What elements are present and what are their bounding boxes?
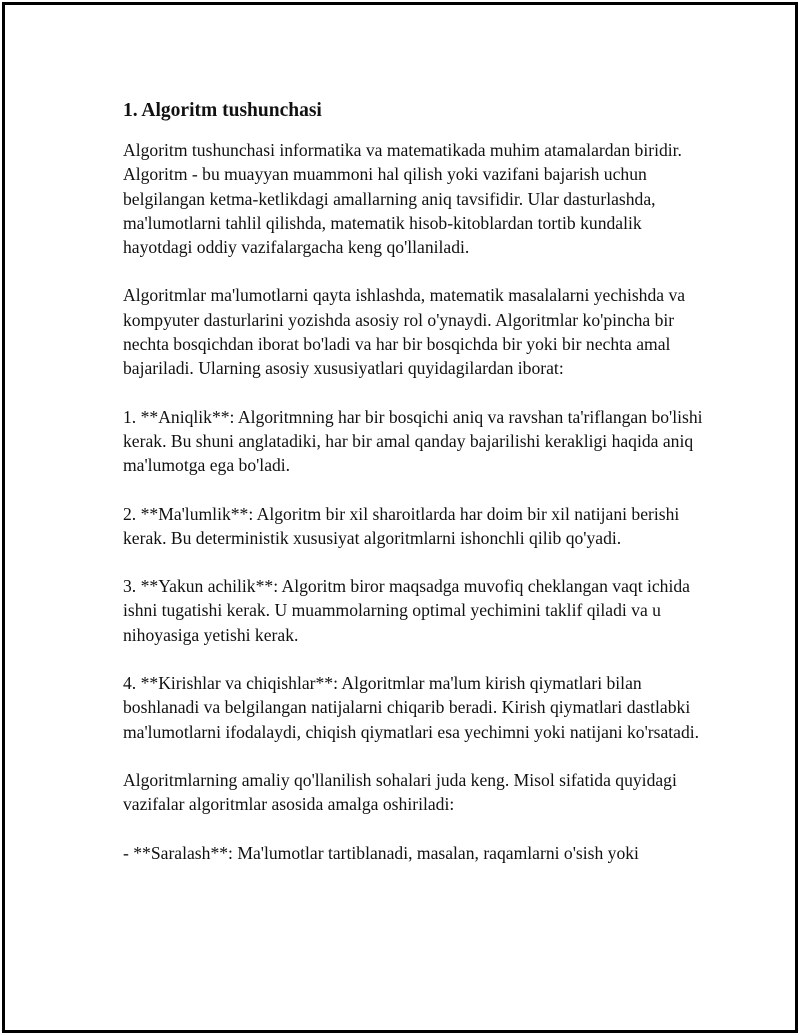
paragraph-property-yakun: 3. **Yakun achilik**: Algoritm biror maqsadga muvofiq cheklangan vaqt ichida ishni tugatishi kerak. U muammolarning optimal yechimini taklif qiladi va u nihoyasiga yetishi kerak.	[123, 576, 690, 645]
document-body	[123, 98, 703, 889]
paragraph-list-item-saralash: - **Saralash**: Ma'lumotlar tartiblanadi, masalan, raqamlarni o'sish yoki	[123, 842, 639, 863]
paragraph-applications: Algoritmlarning amaliy qo'llanilish sohalari juda keng. Misol sifatida quyidagi vazifalar algoritmlar asosida amalga oshiriladi:	[123, 769, 677, 815]
paragraph-property-aniqlik: 1. **Aniqlik**: Algoritmning har bir bosqichi aniq va ravshan ta'riflangan bo'lishi kerak. Bu shuni anglatadiki, har bir amal qanday bajarilishi kerakligi haqida aniq ma'lumotga ega bo'ladi.	[123, 406, 703, 476]
section-heading: 1. Algoritm tushunchasi	[123, 100, 322, 121]
paragraph-properties-intro: Algoritmlar ma'lumotlarni qayta ishlashda, matematik masalalarni yechishda va kompyuter dasturlarini yozishda asosiy rol o'ynaydi. Algoritmlar ko'pincha bir nechta bosqichdan iborat bo'ladi va har bir bosqichda bir yoki bir nechta amal bajariladi. Ularning asosiy xususiyatlari quyidagilardan iborat:	[123, 285, 686, 379]
page-frame	[2, 2, 798, 1033]
paragraph-property-malumlik: 2. **Ma'lumlik**: Algoritm bir xil sharoitlarda har doim bir xil natijani berishi kerak. Bu deterministik xususiyat algoritmlarni ishonchli qilib qo'yadi.	[123, 503, 680, 548]
paragraph-intro: Algoritm tushunchasi informatika va matematikada muhim atamalardan biridir. Algoritm - bu muayyan muammoni hal qilish yoki vazifani bajarish uchun belgilangan ketma-ketlikdagi amallarning aniq tavsifidir. Ular dasturlashda, ma'lumotlarni tahlil qilishda, matematik hisob-kitoblardan tortib kundalik hayotdagi oddiy vazifalargacha keng qo'llaniladi.	[123, 140, 682, 258]
paragraph-property-kirish-chiqish: 4. **Kirishlar va chiqishlar**: Algoritmlar ma'lum kirish qiymatlari bilan boshlanadi va belgilangan natijalarni chiqarib beradi. Kirish qiymatlari dastlabki ma'lumotlarni ifodalaydi, chiqish qiymatlari esa yechimni yoki natijani ko'rsatadi.	[123, 673, 700, 742]
